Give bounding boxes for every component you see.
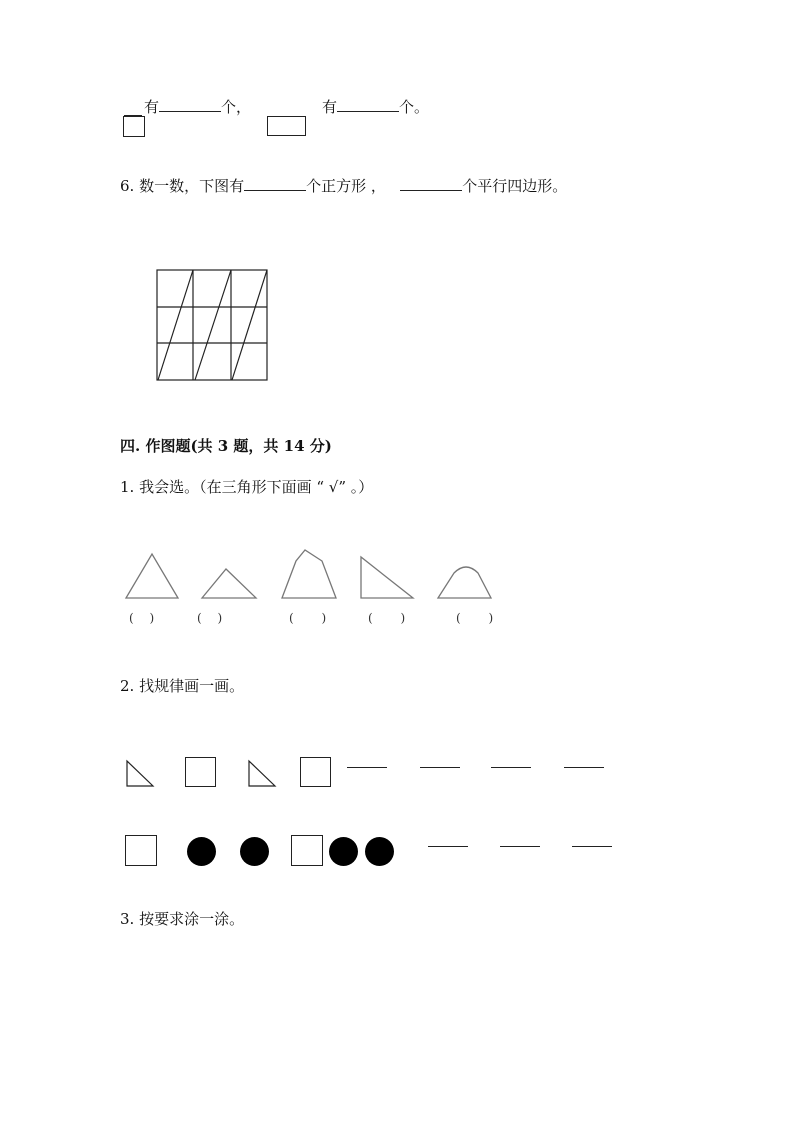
task1-paren-4[interactable]: ( ) (368, 611, 406, 625)
task1-prompt: 1. 我会选。（在三角形下面画 “ √” 。） (120, 478, 374, 496)
shape-2-triangle (202, 569, 256, 598)
q5-word-has-2: 有 (322, 98, 338, 116)
q6-blank-squares[interactable] (244, 176, 306, 191)
q5-blank-2[interactable] (337, 97, 399, 112)
q5-rectangle (267, 116, 306, 136)
q5-small-square (123, 116, 145, 137)
q6-text-a: 6. 数一数，下图有 (120, 177, 245, 195)
shape-3-cut-triangle (282, 550, 336, 598)
task1-shapes (120, 545, 520, 605)
pattern1-blank-2[interactable] (420, 767, 460, 768)
pattern2-dot-2 (240, 837, 269, 866)
q6-question (120, 176, 567, 196)
q6-grid-figure (150, 265, 270, 385)
pattern2-blank-3[interactable] (572, 846, 612, 847)
q5-blank-1[interactable] (159, 97, 221, 112)
section4-heading: 四. 作图题(共 3 题，共 14 分) (120, 437, 332, 455)
grid-diag-2 (195, 270, 231, 380)
pattern2-dot-4 (365, 837, 394, 866)
task1-paren-3[interactable]: ( ) (289, 611, 327, 625)
task1-paren-1[interactable]: ( ) (129, 611, 155, 625)
pattern2-dot-1 (187, 837, 216, 866)
pattern1-square-1 (185, 757, 216, 787)
shape-1-triangle (126, 554, 178, 598)
task2-prompt: 2. 找规律画一画。 (120, 677, 245, 695)
pattern1-blank-1[interactable] (347, 767, 387, 768)
q5-line-2 (322, 97, 429, 117)
q6-blank-parallelograms[interactable] (400, 176, 462, 191)
pattern1-square-2 (300, 757, 331, 787)
q5-line (144, 97, 251, 117)
grid-outline (157, 270, 267, 380)
q5-word-has: 有 (144, 98, 160, 116)
pattern1-blank-4[interactable] (564, 767, 604, 768)
task3-prompt: 3. 按要求涂一涂。 (120, 910, 245, 928)
pattern2-blank-2[interactable] (500, 846, 540, 847)
shape-4-right-triangle (361, 557, 413, 598)
q5-unit: 个， (221, 98, 252, 116)
pattern2-blank-1[interactable] (428, 846, 468, 847)
task1-paren-5[interactable]: ( ) (456, 611, 494, 625)
q6-text-b: 个正方形 ， (306, 177, 386, 195)
pattern1-triangle-2 (247, 759, 277, 789)
pattern2-square-2 (291, 835, 323, 866)
pattern1-triangle-1 (125, 759, 155, 789)
pattern2-dot-3 (329, 837, 358, 866)
grid-diag-3 (232, 270, 267, 380)
pattern2-square-1 (125, 835, 157, 866)
q6-text-c: 个平行四边形。 (462, 177, 568, 195)
task1-paren-2[interactable]: ( ) (197, 611, 223, 625)
grid-diag-1 (158, 270, 193, 380)
pattern1-blank-3[interactable] (491, 767, 531, 768)
shape-5-curved-top (438, 567, 491, 598)
q5-unit-end: 个。 (399, 98, 430, 116)
